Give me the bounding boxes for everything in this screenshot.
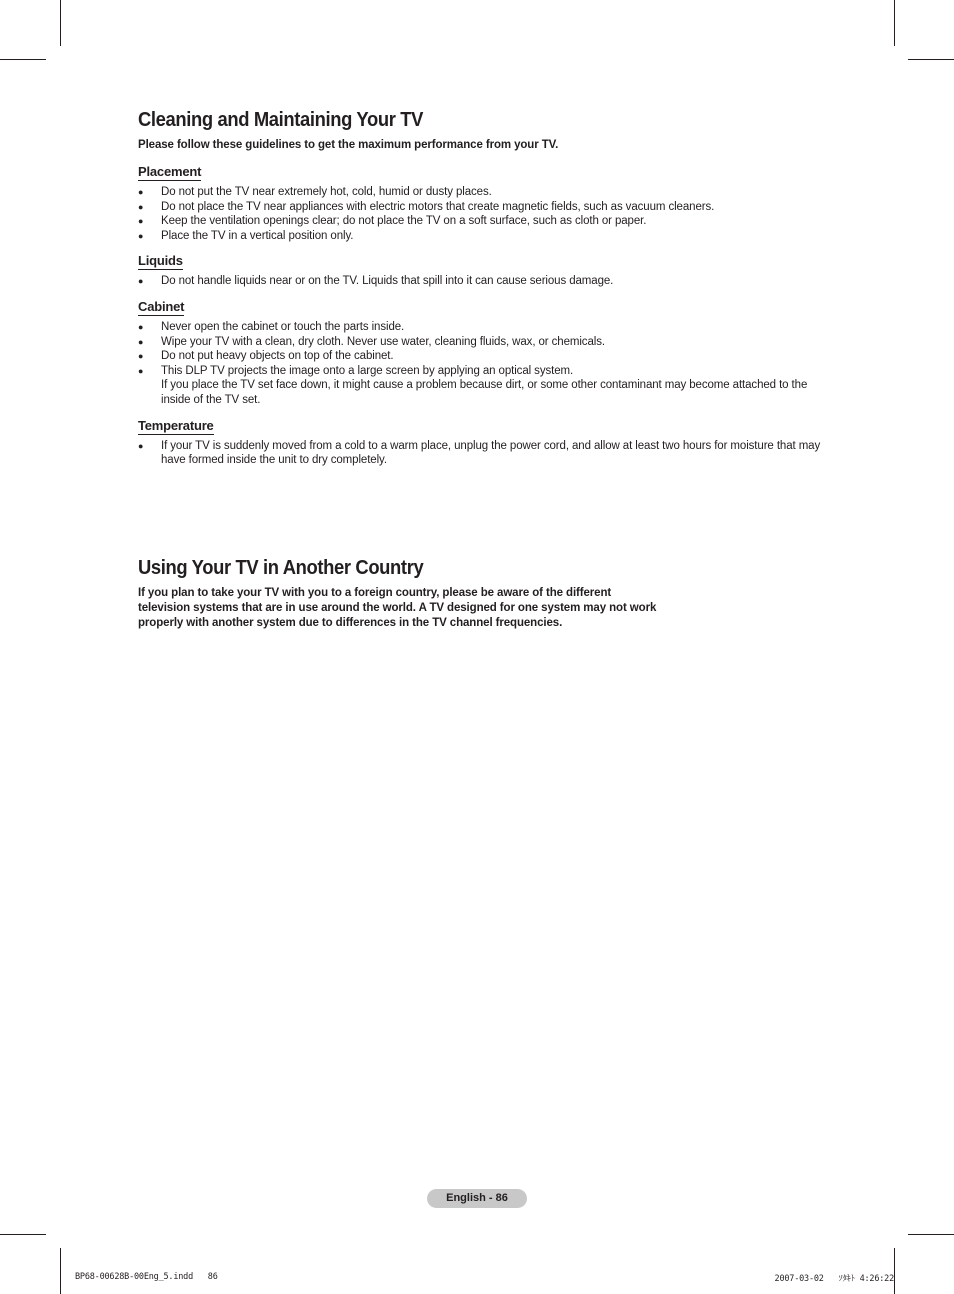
subsection-liquids bbox=[138, 252, 838, 289]
section-cleaning bbox=[138, 108, 838, 468]
crop-mark-top-right-horizontal bbox=[908, 59, 954, 60]
list-item: ● Do not place the TV near appliances with electric motors that create magnetic fields, such as vacuum cleaners. bbox=[138, 200, 715, 213]
bullet-list-temperature bbox=[138, 439, 838, 468]
section-intro-another-country: If you plan to take your TV with you to a foreign country, please be aware of the different television systems that are in use around the world. A TV designed for one system may not work properly with another system due to differences in the TV channel frequencies. bbox=[138, 586, 657, 629]
subsection-heading-liquids: Liquids bbox=[138, 253, 183, 269]
crop-mark-bottom-right-horizontal bbox=[908, 1234, 954, 1235]
list-item: ● Never open the cabinet or touch the parts inside. bbox=[138, 320, 405, 333]
crop-mark-top-left-vertical bbox=[60, 0, 61, 46]
crop-mark-bottom-left-horizontal bbox=[0, 1234, 46, 1235]
list-item: ● Wipe your TV with a clean, dry cloth. Never use water, cleaning fluids, wax, or chemicals. bbox=[138, 335, 605, 348]
page-number-badge: English - 86 bbox=[427, 1189, 527, 1208]
section-intro-cleaning: Please follow these guidelines to get the maximum performance from your TV. bbox=[138, 139, 559, 151]
bullet-icon: ● bbox=[138, 351, 144, 362]
crop-mark-top-right-vertical bbox=[894, 0, 895, 46]
list-item: ● Do not put heavy objects on top of the cabinet. bbox=[138, 350, 394, 363]
list-item: ● This DLP TV projects the image onto a large screen by applying an optical system. If you place the TV set face down, it might cause a problem because dirt, or some other contaminant may become attached to the inside of the TV set. bbox=[138, 364, 808, 406]
list-item: ● Keep the ventilation openings clear; do not place the TV on a soft surface, such as cloth or paper. bbox=[138, 215, 647, 228]
section-title-another-country: Using Your TV in Another Country bbox=[138, 556, 424, 579]
subsection-heading-temperature: Temperature bbox=[138, 417, 214, 433]
subsection-heading-placement: Placement bbox=[138, 164, 202, 179]
bullet-icon: ● bbox=[138, 336, 144, 347]
list-item: ● Do not handle liquids near or on the TV. Liquids that spill into it can cause serious damage. bbox=[138, 275, 614, 288]
bullet-icon: ● bbox=[138, 230, 144, 241]
bullet-icon: ● bbox=[138, 440, 144, 451]
subsection-temperature bbox=[138, 417, 838, 468]
bullet-list-placement bbox=[138, 185, 838, 243]
bullet-list-cabinet bbox=[138, 320, 838, 408]
list-item: ● Do not put the TV near extremely hot, cold, humid or dusty places. bbox=[138, 186, 492, 198]
page-content bbox=[138, 108, 838, 631]
bullet-icon: ● bbox=[138, 201, 144, 212]
crop-mark-bottom-left-vertical bbox=[60, 1248, 61, 1294]
list-item: ● Place the TV in a vertical position only. bbox=[138, 229, 354, 242]
bullet-icon: ● bbox=[138, 365, 144, 376]
crop-mark-bottom-right-vertical bbox=[894, 1248, 895, 1294]
subsection-heading-cabinet: Cabinet bbox=[138, 298, 185, 314]
section-title-cleaning: Cleaning and Maintaining Your TV bbox=[138, 109, 424, 131]
subsection-cabinet bbox=[138, 298, 838, 408]
section-another-country bbox=[138, 556, 838, 631]
bullet-list-liquids bbox=[138, 274, 838, 289]
bullet-icon: ● bbox=[138, 276, 144, 287]
print-slug-timestamp: 2007-03-02 ｿﾀｷﾄ 4:26:22 bbox=[774, 1274, 894, 1284]
bullet-icon: ● bbox=[138, 187, 144, 197]
print-slug-filename: BP68-00628B-00Eng_5.indd 86 bbox=[75, 1272, 218, 1282]
list-item: ● If your TV is suddenly moved from a cold to a warm place, unplug the power cord, and allow at least two hours for moisture that may have formed inside the unit to dry completely. bbox=[138, 439, 821, 467]
subsection-placement bbox=[138, 163, 838, 243]
crop-mark-top-left-horizontal bbox=[0, 59, 46, 60]
bullet-icon: ● bbox=[138, 216, 144, 227]
bullet-icon: ● bbox=[138, 321, 144, 332]
